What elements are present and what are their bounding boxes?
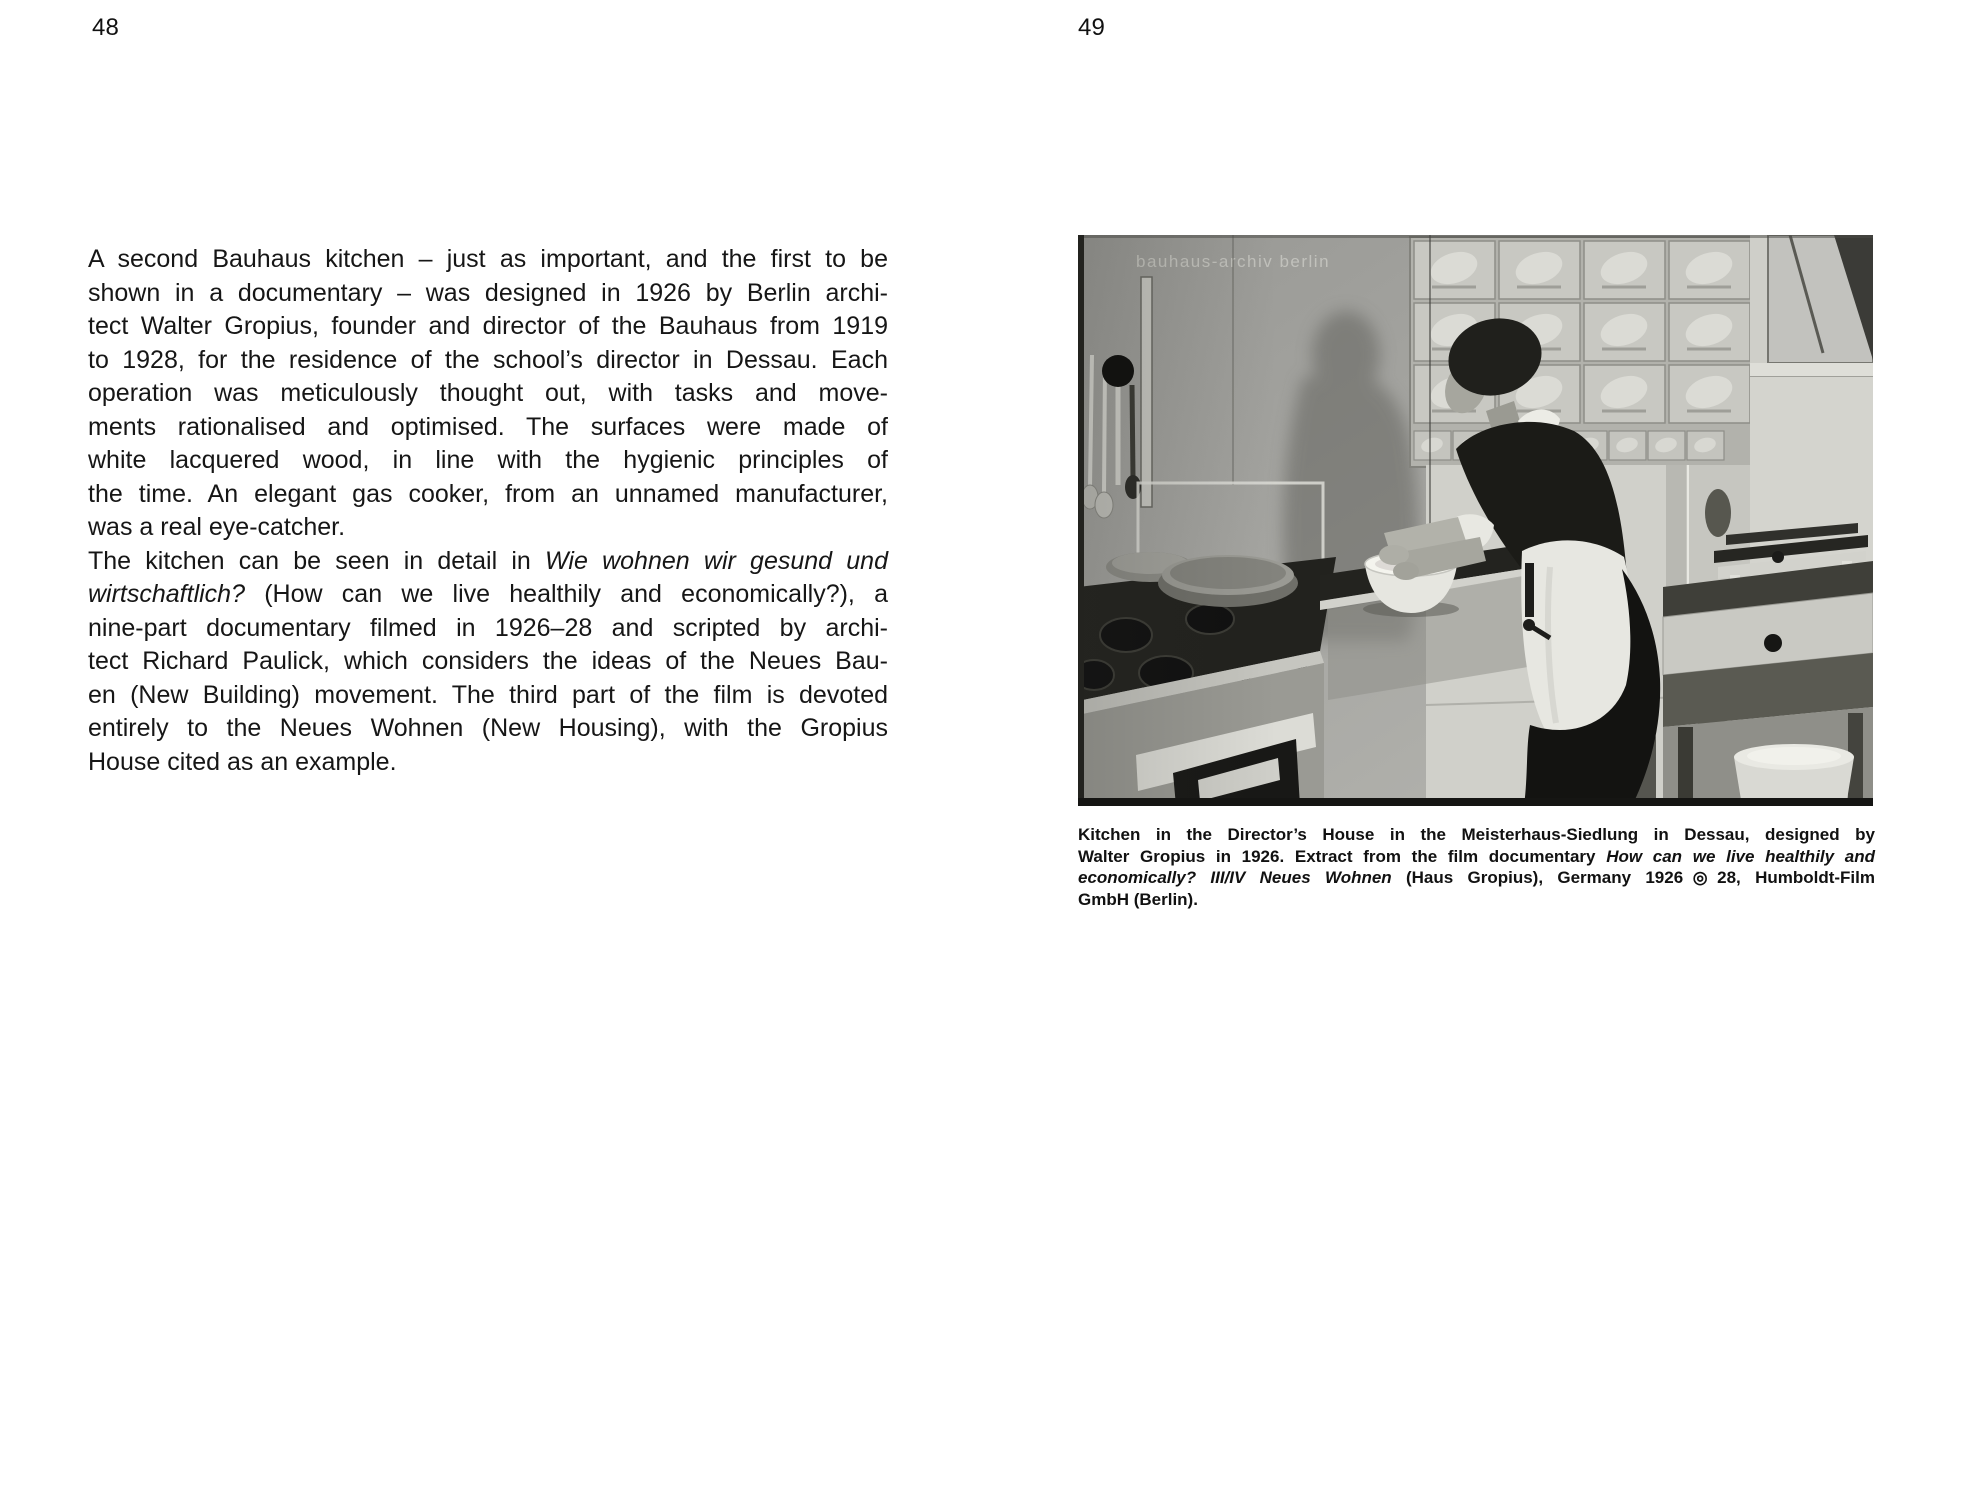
photo-caption: [1078, 824, 1875, 911]
body-text-line: was a real eye-catcher.: [88, 513, 346, 541]
body-text-line: white lacquered wood, in line with the hygienic principles of: [88, 446, 888, 474]
photo-caption-line: GmbH (Berlin).: [1078, 890, 1198, 910]
body-text-line: to 1928, for the residence of the school’s director in Dessau. Each: [88, 345, 888, 374]
body-text-line: en (New Building) movement. The third part of the film is devoted: [88, 680, 888, 709]
kitchen-photo: [1078, 235, 1873, 806]
photo-caption-line: economically? III/IV Neues Wohnen (Haus Gropius), Germany 1926◎28, Humboldt-Film: [1078, 868, 1875, 888]
page-number-left: 48: [92, 14, 120, 41]
body-text-line: ments rationalised and optimised. The surfaces were made of: [88, 412, 888, 441]
page-number-right: 49: [1078, 14, 1106, 41]
body-text-line: The kitchen can be seen in detail in Wie wohnen wir gesund und: [88, 546, 888, 575]
body-text-line: shown in a documentary – was designed in 1926 by Berlin archi-: [88, 278, 888, 307]
body-text-line: tect Walter Gropius, founder and director of the Bauhaus from 1919: [88, 312, 888, 340]
photo-caption-line: Kitchen in the Director’s House in the Meisterhaus-Siedlung in Dessau, designed by: [1078, 825, 1875, 844]
body-text-line: wirtschaftlich? (How can we live healthily and economically?), a: [88, 580, 888, 608]
body-text-line: nine-part documentary filmed in 1926–28 and scripted by archi-: [88, 613, 888, 642]
film-frame-border: [1078, 235, 1873, 806]
body-text-line: House cited as an example.: [88, 747, 397, 776]
body-text-line: entirely to the Neues Wohnen (New Housing), with the Gropius: [88, 714, 888, 742]
body-text-line: the time. An elegant gas cooker, from an unnamed manufacturer,: [88, 479, 888, 508]
photo-caption-line: Walter Gropius in 1926. Extract from the film documentary How can we live healthily and: [1078, 846, 1875, 866]
body-text-line: A second Bauhaus kitchen – just as important, and the first to be: [88, 245, 888, 273]
body-text-line: operation was meticulously thought out, with tasks and move-: [88, 379, 888, 407]
body-text: [88, 243, 888, 779]
body-text-line: tect Richard Paulick, which considers the ideas of the Neues Bau-: [88, 647, 888, 675]
